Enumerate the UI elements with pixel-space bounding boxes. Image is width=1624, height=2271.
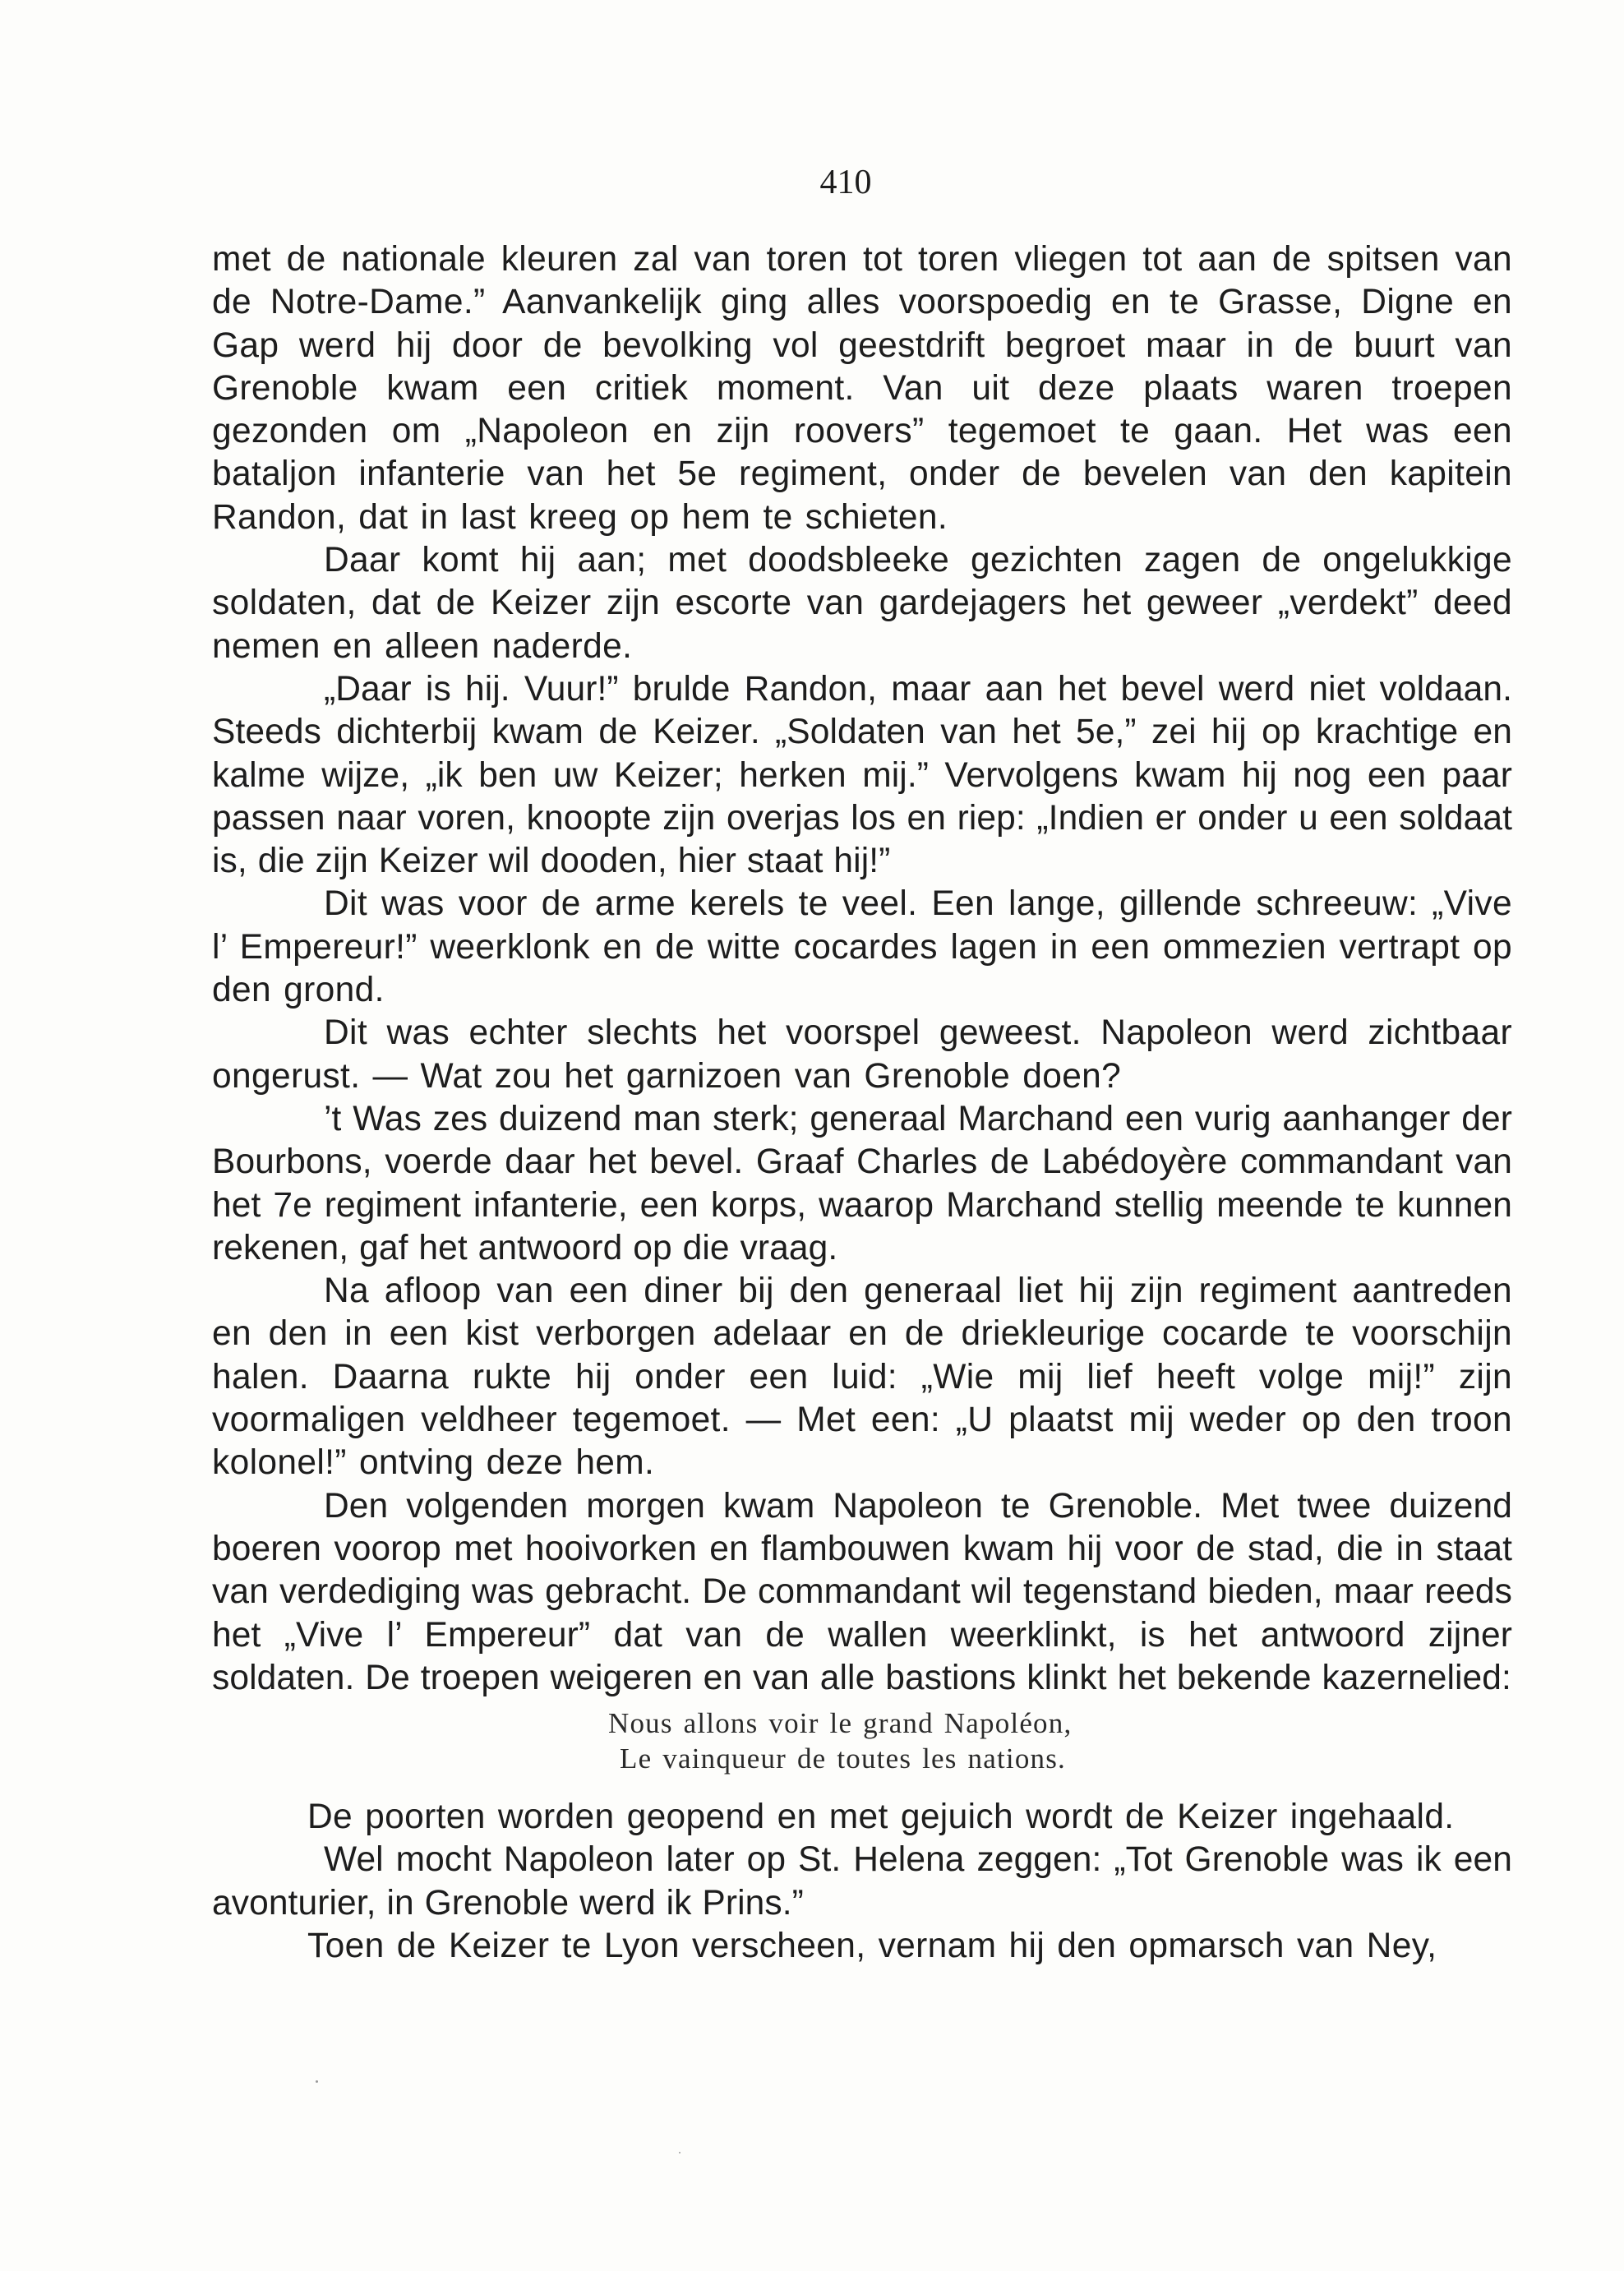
paragraph: Dit was echter slechts het voorspel geweest. Napoleon werd zichtbaar ongerust. — Wat zou het garnizoen van Grenoble doen? <box>212 1013 1512 1096</box>
paper-speck <box>679 2152 681 2153</box>
paragraph: „Daar is hij. Vuur!” brulde Randon, maar aan het bevel werd niet voldaan. Steeds dichterbij kwam de Keizer. „Soldaten van het 5e,” zei hij op krachtige en kalme wijze, „ik ben uw Keizer; herken mij.” Vervolgens kwam hij nog een paar passen naar voren, knoopte zijn overjas los en riep: „Indien er onder u een soldaat is, die zijn Keizer wil dooden, hier staat hij!” <box>212 669 1512 881</box>
paragraph: Wel mocht Napoleon later op St. Helena zeggen: „Tot Grenoble was ik een avonturier, in Grenoble werd ik Prins.” <box>212 1840 1512 1923</box>
paper-speck <box>316 2080 318 2083</box>
paragraph: ’t Was zes duizend man sterk; generaal Marchand een vurig aanhanger der Bourbons, voerde daar het bevel. Graaf Charles de Labédoyère commandant van het 7e regiment infanterie, een korps, waarop Marchand stellig meende te kunnen rekenen, gaf het antwoord op die vraag. <box>212 1099 1512 1267</box>
page-number: 410 <box>819 164 872 201</box>
paragraph: Den volgenden morgen kwam Napoleon te Grenoble. Met twee duizend boeren voorop met hooivorken en flambouwen kwam hij voor de stad, die in staat van verdediging was gebracht. De commandant wil tegenstand bieden, maar reeds het „Vive l’ Empereur” dat van de wallen weerklinkt, is het antwoord zijner soldaten. De troepen weigeren en van alle bastions klinkt het bekende kazernelied: <box>212 1486 1512 1697</box>
paragraph: Toen de Keizer te Lyon verscheen, vernam hij den opmarsch van Ney, <box>307 1926 1437 1965</box>
paragraph: De poorten worden geopend en met gejuich wordt de Keizer ingehaald. <box>307 1798 1455 1837</box>
paragraph: Dit was voor de arme kerels te veel. Een lange, gillende schreeuw: „Vive l’ Empereur!” weerklonk en de witte cocardes lagen in een ommezien vertrapt op den grond. <box>212 884 1512 1010</box>
verse-line: Nous allons voir le grand Napoléon, <box>608 1707 1073 1740</box>
paragraph: Daar komt hij aan; met doodsbleeke gezichten zagen de ongelukkige soldaten, dat de Keizer zijn escorte van gardejagers het geweer „verdekt” deed nemen en alleen naderde. <box>212 541 1512 666</box>
song-verse <box>212 1706 1512 1776</box>
verse-line: Le vainqueur de toutes les nations. <box>620 1742 1066 1775</box>
paragraph: met de nationale kleuren zal van toren tot toren vliegen tot aan de spitsen van de Notre-Dame.” Aanvankelijk ging alles voorspoedig en te Grasse, Digne en Gap werd hij door de bevolking vol geestdrift begroet maar in de buurt van Grenoble kwam een critiek moment. Van uit deze plaats waren troepen gezonden om „Napoleon en zijn roovers” tegemoet te gaan. Het was een bataljon infanterie van het 5e regiment, onder de bevelen van den kapitein Randon, dat in last kreeg op hem te schieten. <box>212 240 1512 537</box>
paragraph: Na afloop van een diner bij den generaal liet hij zijn regiment aantreden en den in een kist verborgen adelaar en de driekleurige cocarde te voorschijn halen. Daarna rukte hij onder een luid: „Wie mij lief heeft volge mij!” zijn voormaligen veldheer tegemoet. — Met een: „U plaatst mij weder op den troon kolonel!” ontving deze hem. <box>212 1272 1512 1483</box>
body-text <box>212 238 1512 1968</box>
